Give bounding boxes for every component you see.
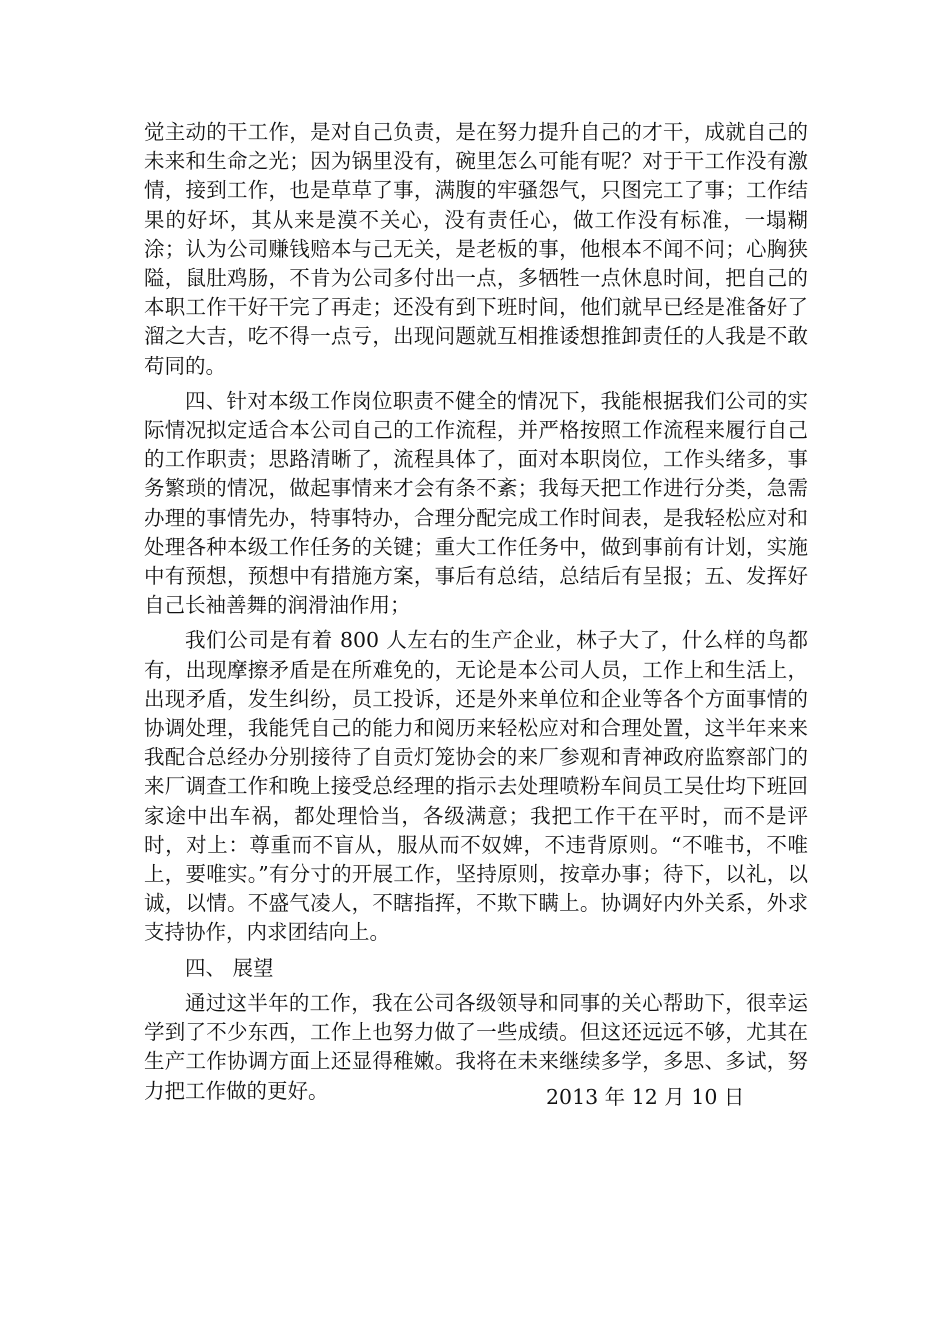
document-body bbox=[144, 118, 808, 1112]
paragraph-section-four: 四、针对本级工作岗位职责不健全的情况下，我能根据我们公司的实际情况拟定适合本公司自己的工作流程，并严格按照工作流程来履行自己的工作职责；思路清晰了，流程具体了，面对本职岗位，工作头绪多，事务繁琐的情况，做起事情来才会有条不紊；我每天把工作进行分类，急需办理的事情先办，特事特办，合理分配完成工作时间表，是我轻松应对和处理各种本级工作任务的关键；重大工作任务中，做到事前有计划，实施中有预想，预想中有措施方案，事后有总结，总结后有呈报；五、发挥好自己长袖善舞的润滑油作用； bbox=[144, 388, 808, 618]
document-date: 2013 年 12 月 10 日 bbox=[546, 1085, 745, 1109]
paragraph-continuation: 觉主动的干工作，是对自己负责，是在努力提升自己的才干，成就自己的未来和生命之光；因为锅里没有，碗里怎么可能有呢？对于干工作没有激情，接到工作，也是草草了事，满腹的牢骚怨气，只图完工了事；工作结果的好坏，其从来是漠不关心，没有责任心，做工作没有标准，一塌糊涂；认为公司赚钱赔本与己无关，是老板的事，他根本不闻不问；心胸狭隘，鼠肚鸡肠，不肯为公司多付出一点，多牺牲一点休息时间，把自己的本职工作干好干完了再走；还没有到下班时间，他们就早已经是准备好了溜之大吉，吃不得一点亏，出现问题就互相推诿想推卸责任的人我是不敢苟同的。 bbox=[144, 120, 808, 378]
paragraph-outlook: 通过这半年的工作，我在公司各级领导和同事的关心帮助下，很幸运学到了不少东西，工作上也努力做了一些成绩。但这还远远不够，尤其在生产工作协调方面上还显得稚嫩。我将在未来继续多学，多思、多试，努力把工作做的更好。 bbox=[144, 990, 808, 1103]
paragraph-company-coordination: 我们公司是有着 800 人左右的生产企业，林子大了，什么样的鸟都有，出现摩擦矛盾是在所难免的，无论是本公司人员，工作上和生活上，出现矛盾，发生纠纷，员工投诉，还是外来单位和企业等各个方面事情的协调处理，我能凭自己的能力和阅历来轻松应对和合理处置，这半年来来我配合总经办分别接待了自贡灯笼协会的来厂参观和青神政府监察部门的来厂调查工作和晚上接受总经理的指示去处理喷粉车间员工吴仕均下班回家途中出车祸，都处理恰当，各级满意；我把工作干在平时，而不是评时，对上：尊重而不盲从，服从而不奴婢，不违背原则。“不唯书，不唯上，要唯实。”有分寸的开展工作，坚持原则，按章办事；待下，以礼，以诚，以情。不盛气凌人，不瞎指挥，不欺下瞒上。协调好内外关系，外求支持协作，内求团结向上。 bbox=[144, 628, 808, 945]
section-heading-outlook: 四、 展望 bbox=[185, 955, 274, 980]
